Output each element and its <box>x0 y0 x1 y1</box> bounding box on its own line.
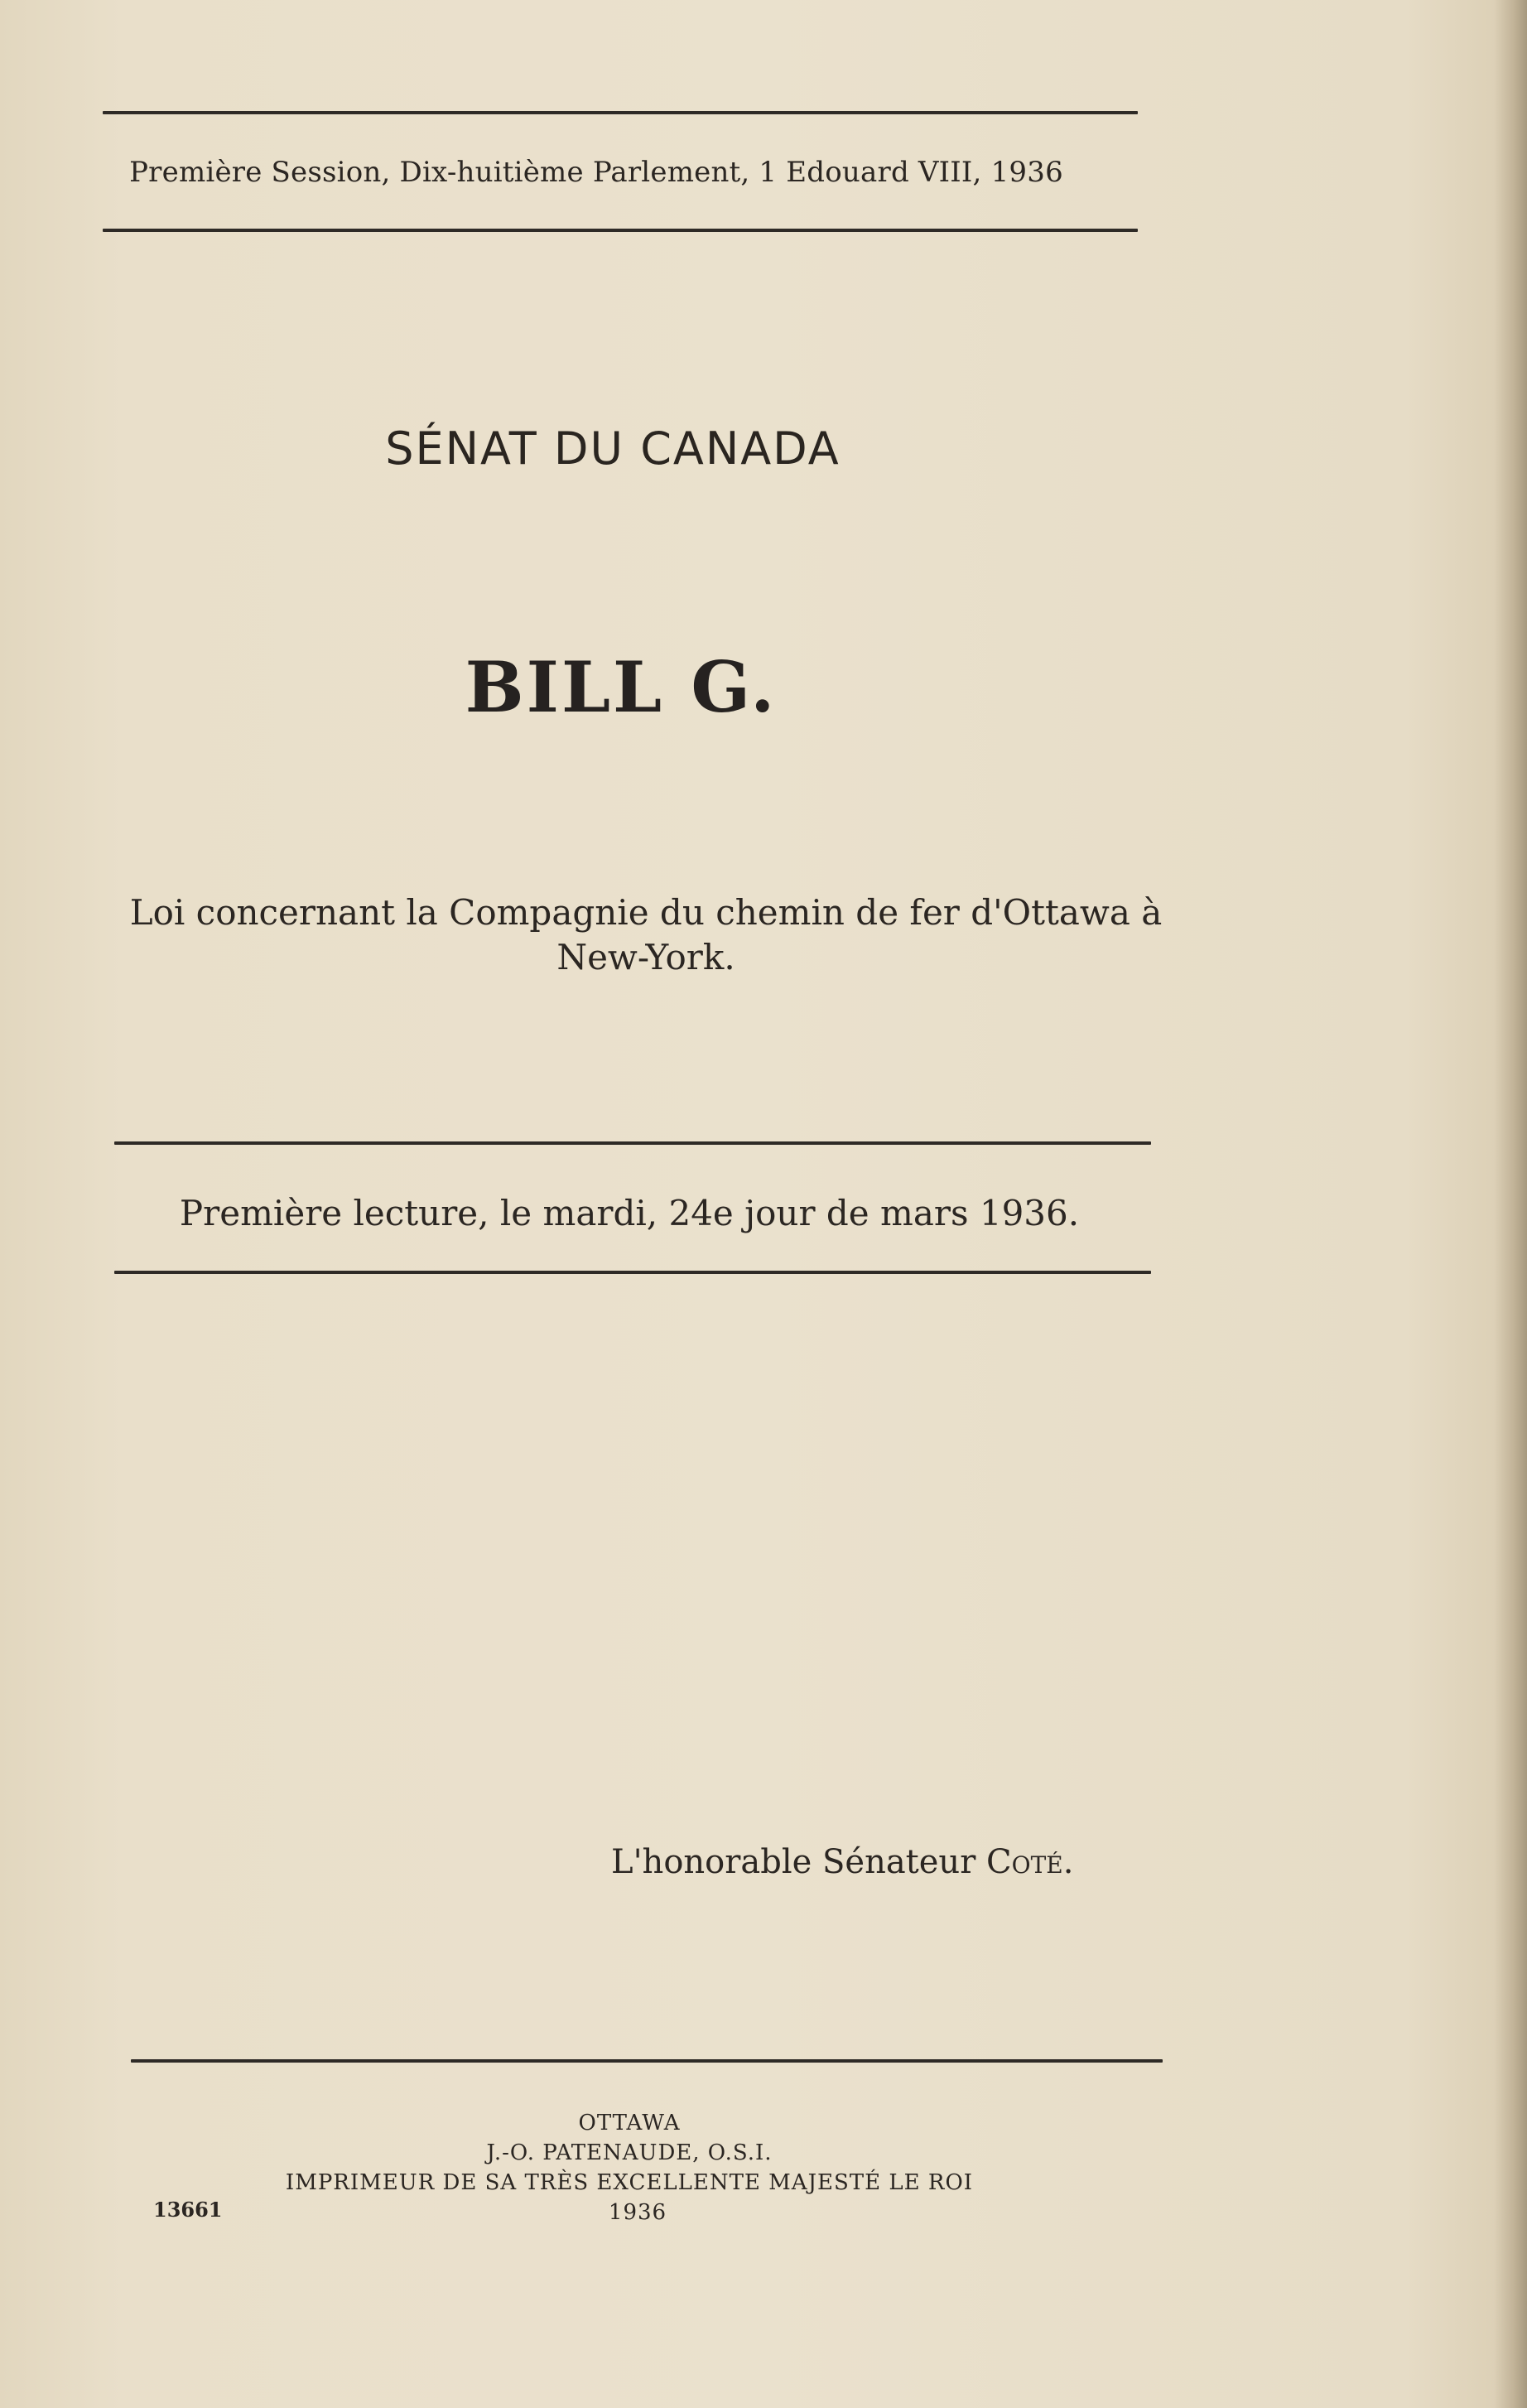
bill-description-line-1: Loi concernant la Compagnie du chemin de fer d'Ottawa à <box>129 892 1163 933</box>
batch-number: 13661 <box>153 2198 223 2222</box>
senate-heading: SÉNAT DU CANADA <box>385 422 841 475</box>
top-rule-lower <box>103 229 1138 232</box>
sponsor-line <box>611 1843 1073 1881</box>
page-edge-shadow <box>1494 0 1527 2408</box>
bill-title: BILL G. <box>465 646 778 728</box>
imprint-year: 1936 <box>608 2200 667 2225</box>
top-rule-upper <box>103 111 1138 114</box>
reading-rule-lower <box>114 1271 1151 1274</box>
imprint-title: IMPRIMEUR DE SA TRÈS EXCELLENTE MAJESTÉ LE ROI <box>285 2170 974 2195</box>
reading-rule-upper <box>114 1141 1151 1145</box>
first-reading-line: Première lecture, le mardi, 24e jour de mars 1936. <box>179 1193 1080 1233</box>
sponsor-name: Coté. <box>986 1843 1074 1881</box>
session-heading: Première Session, Dix-huitième Parlement, 1 Edouard VIII, 1936 <box>129 156 1063 189</box>
sponsor-prefix: L'honorable Sénateur <box>611 1843 976 1881</box>
imprint-rule <box>131 2059 1163 2063</box>
bill-description <box>91 890 1201 980</box>
imprint-city: OTTAWA <box>578 2111 681 2135</box>
imprint-printer: J.-O. PATENAUDE, O.S.I. <box>486 2140 773 2165</box>
bill-description-line-2: New-York. <box>556 937 735 977</box>
